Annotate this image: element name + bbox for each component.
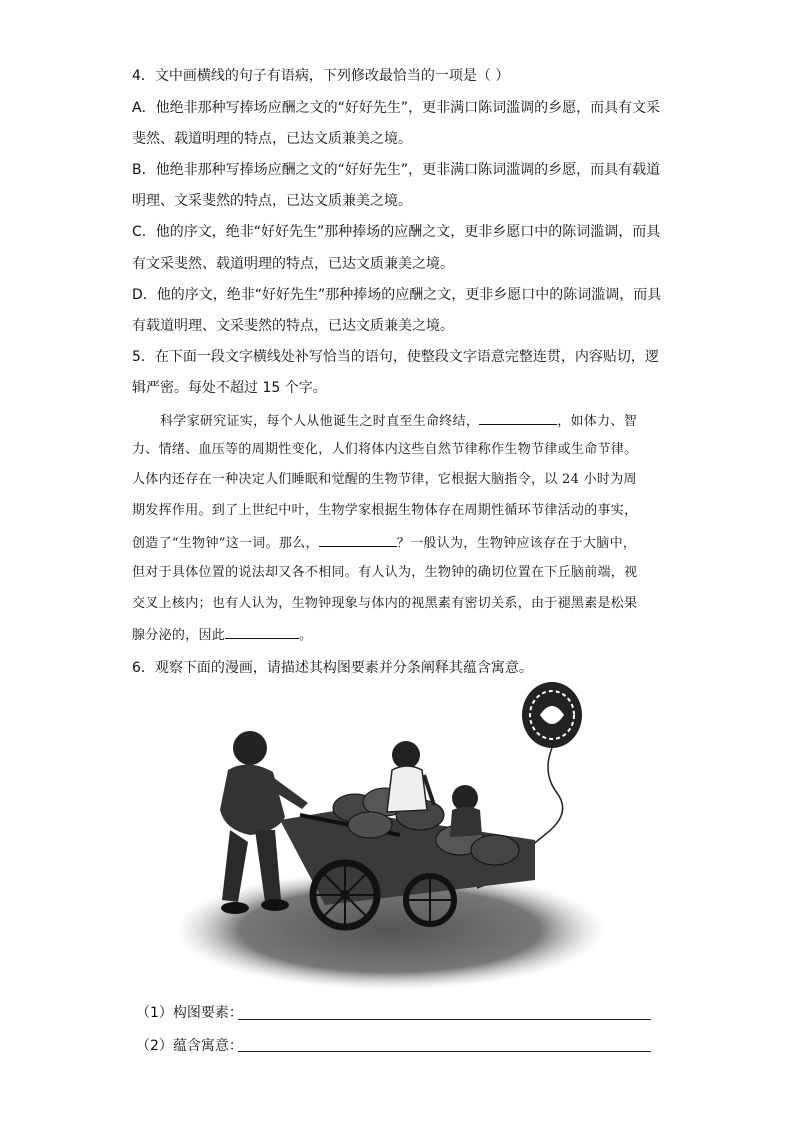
q5-passage-line6: 但对于具体位置的说法却又各不相同。有人认为，生物钟的确切位置在下丘脑前端，视 <box>132 565 638 580</box>
q5-passage-text: ？一般认为，生物钟应该存在于大脑中， <box>396 536 637 551</box>
q5-passage-text: ，如体力、智 <box>557 414 638 429</box>
answer-line-meaning[interactable] <box>238 1051 651 1052</box>
q5-passage-line7: 交叉上核内；也有人认为，生物钟现象与体内的视黑素有密切关系，由于褪黑素是松果 <box>132 596 638 611</box>
answer-label-meaning: （2）蕴含寓意： <box>136 1038 243 1054</box>
q4-option-a-line1: A．他绝非那种写捧场应酬之文的“好好先生”，更非满口陈词滥调的乡愿，而具有文采 <box>132 100 661 116</box>
q6-stem: 6．观察下面的漫画，请描述其构图要素并分条阐释其蕴含寓意。 <box>132 660 533 676</box>
fill-blank-2[interactable] <box>319 532 397 547</box>
q5-passage-text: 科学家研究证实，每个人从他诞生之时直至生命终结， <box>160 414 480 429</box>
q5-passage-text: 。 <box>299 628 313 643</box>
q5-passage-line4: 期发挥作用。到了上世纪中叶，生物学家根据生物体存在周期性循环节律活动的事实， <box>132 503 638 518</box>
q5-passage-line3: 人体内还存在一种决定人们睡眠和觉醒的生物节律，它根据大脑指令，以 24 小时为周 <box>132 472 637 487</box>
q4-option-c-line1: C．他的序文，绝非“好好先生”那种捧场的应酬之文，更非乡愿口中的陈词滥调，而具 <box>132 224 661 240</box>
fill-blank-3[interactable] <box>225 624 299 639</box>
q4-option-c-line2: 有文采斐然、载道明理的特点，已达文质兼美之境。 <box>132 256 454 272</box>
q4-option-b-line2: 明理、文采斐然的特点，已达文质兼美之境。 <box>132 193 412 209</box>
child-figure-icon <box>450 785 482 837</box>
q5-passage-line2: 力、情绪、血压等的周期性变化，人们将体内这些自然节律称作生物节律或生命节律。 <box>132 442 638 457</box>
fill-blank-1[interactable] <box>479 410 557 425</box>
q5-passage-line5 <box>132 532 636 554</box>
q5-passage-text: 腺分泌的，因此 <box>132 628 226 643</box>
q5-stem-line1: 5．在下面一段文字横线处补写恰当的语句，使整段文字语意完整连贯，内容贴切，逻 <box>132 349 659 365</box>
q4-option-d-line2: 有载道明理、文采斐然的特点，已达文质兼美之境。 <box>132 318 454 334</box>
q4-option-b-line1: B．他绝非那种写捧场应酬之文的“好好先生”，更非满口陈词滥调的乡愿，而具有载道 <box>132 162 661 178</box>
comic-illustration <box>180 680 610 995</box>
answer-label-composition: （1）构图要素： <box>136 1005 243 1021</box>
q4-stem: 4．文中画横线的句子有语病，下列修改最恰当的一项是（ ） <box>132 68 510 84</box>
q4-option-a-line2: 斐然、载道明理的特点，已达文质兼美之境。 <box>132 131 412 147</box>
q5-passage-text: 创造了“生物钟”这一词。那么， <box>132 536 319 551</box>
q5-passage-line1 <box>160 410 637 432</box>
q5-passage-line8 <box>132 624 312 646</box>
q5-stem-line2: 辑严密。每处不超过 15 个字。 <box>132 380 327 396</box>
answer-line-composition[interactable] <box>238 1019 651 1020</box>
q4-option-d-line1: D．他的序文，绝非“好好先生”那种捧场的应酬之文，更非乡愿口中的陈词滥调，而具 <box>132 287 662 303</box>
